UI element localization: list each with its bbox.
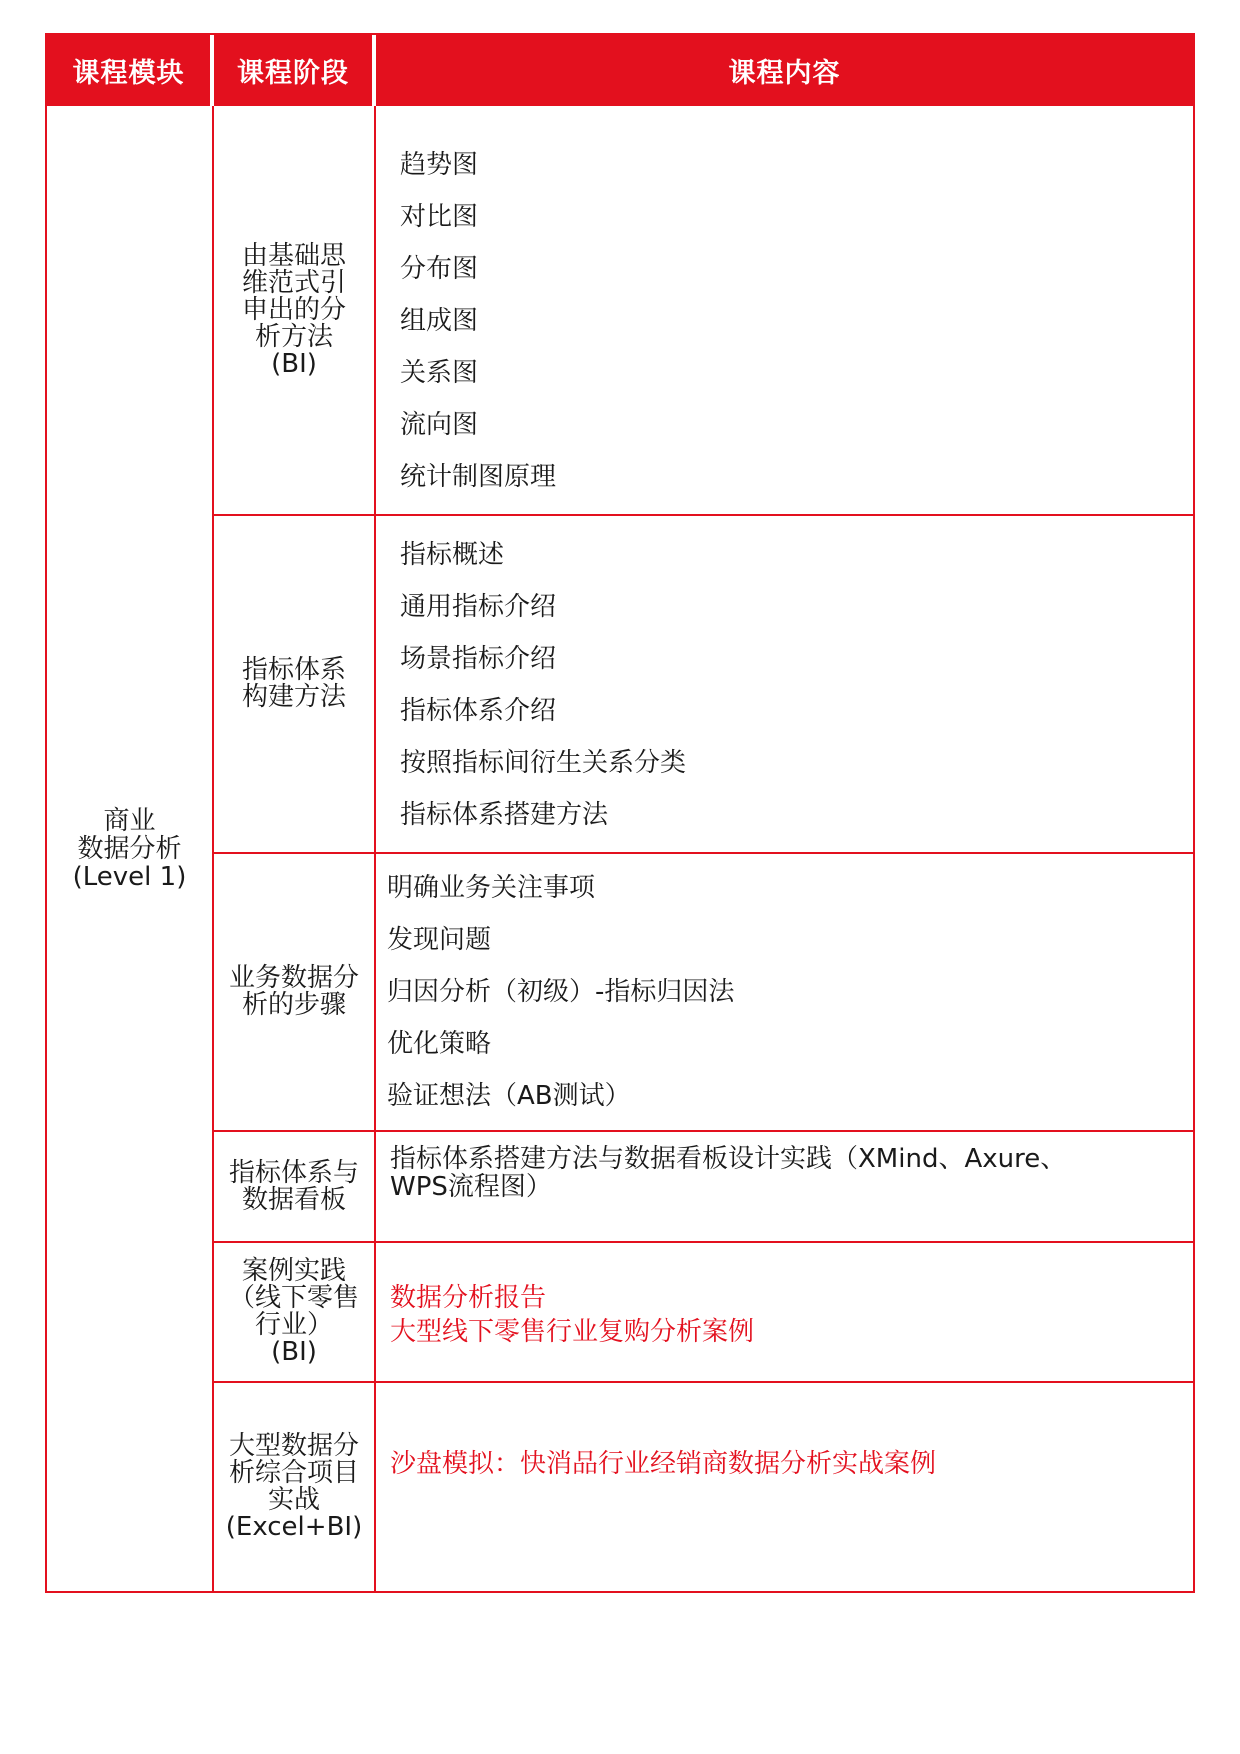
content-item: 优化策略	[387, 1029, 492, 1059]
content-item: 明确业务关注事项	[387, 873, 596, 903]
stage-cell	[214, 854, 374, 1130]
stage-label: 由基础思 维范式引 申出的分 析方法 (BI)	[241, 240, 346, 379]
stage-cell	[214, 516, 374, 852]
stage-cell	[214, 1383, 374, 1591]
content-cell	[387, 862, 1193, 1122]
content-item: 指标概述	[400, 540, 505, 570]
content-item: 大型线下零售行业复购分析案例	[390, 1317, 755, 1347]
stage-cell	[214, 106, 374, 514]
content-cell	[400, 529, 1193, 841]
content-item: 通用指标介绍	[400, 592, 557, 622]
stage-label: 大型数据分 析综合项目 实战 (Excel+BI)	[225, 1431, 363, 1542]
content-item: 按照指标间衍生关系分类	[400, 748, 687, 778]
content-item: 归因分析（初级）-指标归因法	[387, 977, 735, 1007]
column-divider	[374, 106, 376, 1591]
content-item: 指标体系介绍	[400, 696, 557, 726]
stage-cell	[214, 1243, 374, 1381]
content-item: 场景指标介绍	[400, 644, 557, 674]
content-item: 指标体系搭建方法	[400, 800, 609, 830]
content-item: 组成图	[400, 306, 479, 336]
module-cell	[47, 106, 212, 1591]
content-cell	[390, 1447, 1193, 1481]
stage-label: 案例实践 （线下零售 行业） (BI)	[228, 1256, 359, 1367]
content-cell	[390, 1145, 1193, 1201]
content-item: 统计制图原理	[400, 462, 557, 492]
header-module: 课程模块	[47, 35, 210, 106]
header-content: 课程内容	[376, 35, 1193, 106]
content-item: 关系图	[400, 358, 479, 388]
content-item: WPS流程图）	[390, 1172, 552, 1202]
content-item: 沙盘模拟：快消品行业经销商数据分析实战案例	[390, 1449, 937, 1479]
content-item: 趋势图	[400, 150, 479, 180]
content-cell	[400, 139, 1193, 503]
header-stage: 课程阶段	[214, 35, 372, 106]
content-item: 数据分析报告	[390, 1283, 547, 1313]
stage-label: 指标体系与 数据看板	[228, 1157, 359, 1215]
stage-cell	[214, 1132, 374, 1241]
content-item: 对比图	[400, 202, 479, 232]
content-item: 指标体系搭建方法与数据看板设计实践（XMind、Axure、	[390, 1144, 1067, 1174]
content-item: 流向图	[400, 410, 479, 440]
module-label-line: 数据分析	[77, 833, 182, 864]
stage-label: 指标体系 构建方法	[241, 655, 346, 712]
content-item: 验证想法（AB测试）	[387, 1081, 631, 1111]
content-item: 分布图	[400, 254, 479, 284]
module-label-line: 商业	[103, 805, 156, 836]
content-cell	[390, 1281, 1193, 1349]
stage-label: 业务数据分 析的步骤	[228, 963, 359, 1020]
module-label-line: (Level 1)	[72, 861, 187, 892]
content-item: 发现问题	[387, 925, 492, 955]
curriculum-table	[45, 33, 1195, 1593]
